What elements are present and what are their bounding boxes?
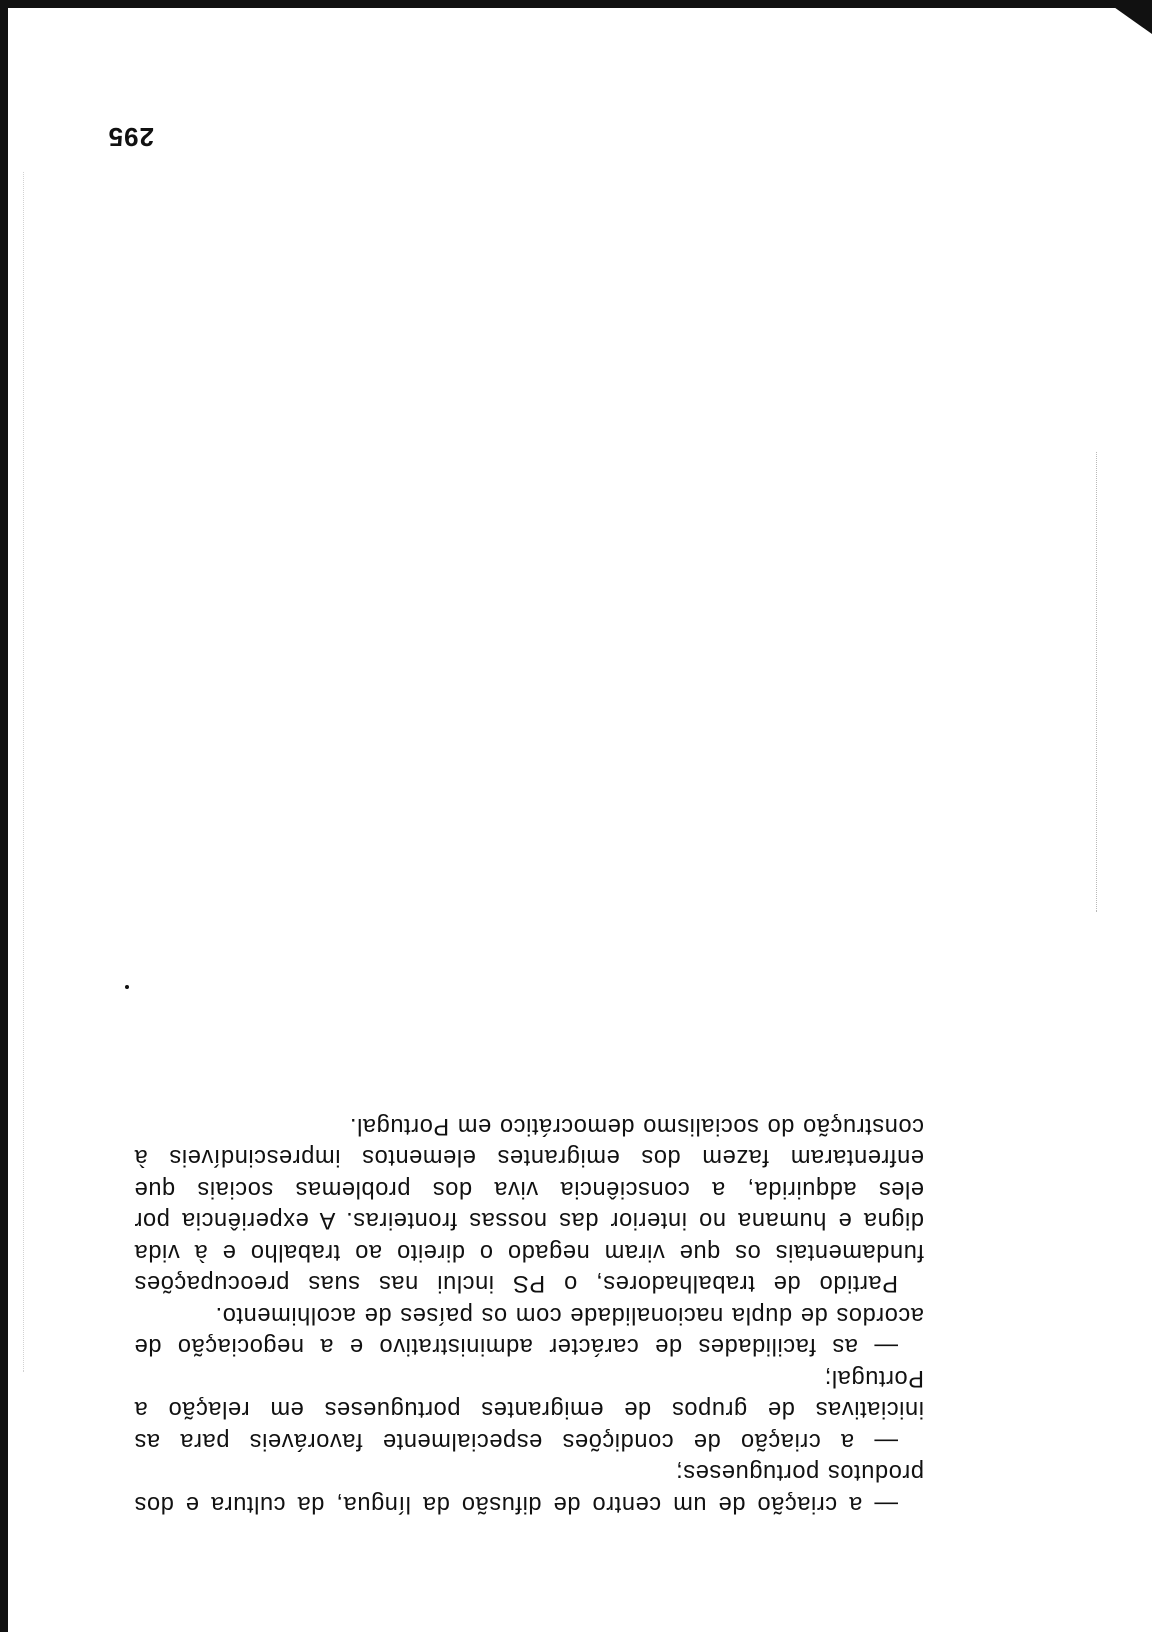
scan-edge-right [0,0,8,1632]
paragraph-culture-center: — a criação de um centro de difusão da língua, da cultura e dos produtos portugueses; [134,1459,924,1517]
paragraph-emigrant-initiatives: — a criação de condições especialmente favoráveis para as iniciativas de grupos de emigrantes portugueses em relação a Portugal; [134,1365,924,1454]
paragraph-administrative-facilities: — as facilidades de carácter administrativo e a negociação de acordos de dupla nacionalidade com os países de acolhimento. [134,1302,924,1360]
body-text [134,1110,924,1520]
page-number: 295 [107,122,154,152]
scan-artifact-line [1095,452,1097,912]
paragraph-workers-party: Partido de trabalhadores, o PS inclui nas suas preocupações fundamentais os que viram negado o direito ao trabalho e à vida digna e humana no interior das nossas fronteiras. A experiência por eles adquirida, a consciência viva dos problemas sociais que enfrentaram fazem dos emigrantes elementos imprescindíveis à construção do socialismo democrático em Portugal. [134,1113,924,1297]
scan-artifact-line-faint [22,172,24,1372]
scan-corner-mark [1104,0,1152,34]
ink-speck [125,985,129,989]
scan-edge-bottom [0,0,1152,8]
